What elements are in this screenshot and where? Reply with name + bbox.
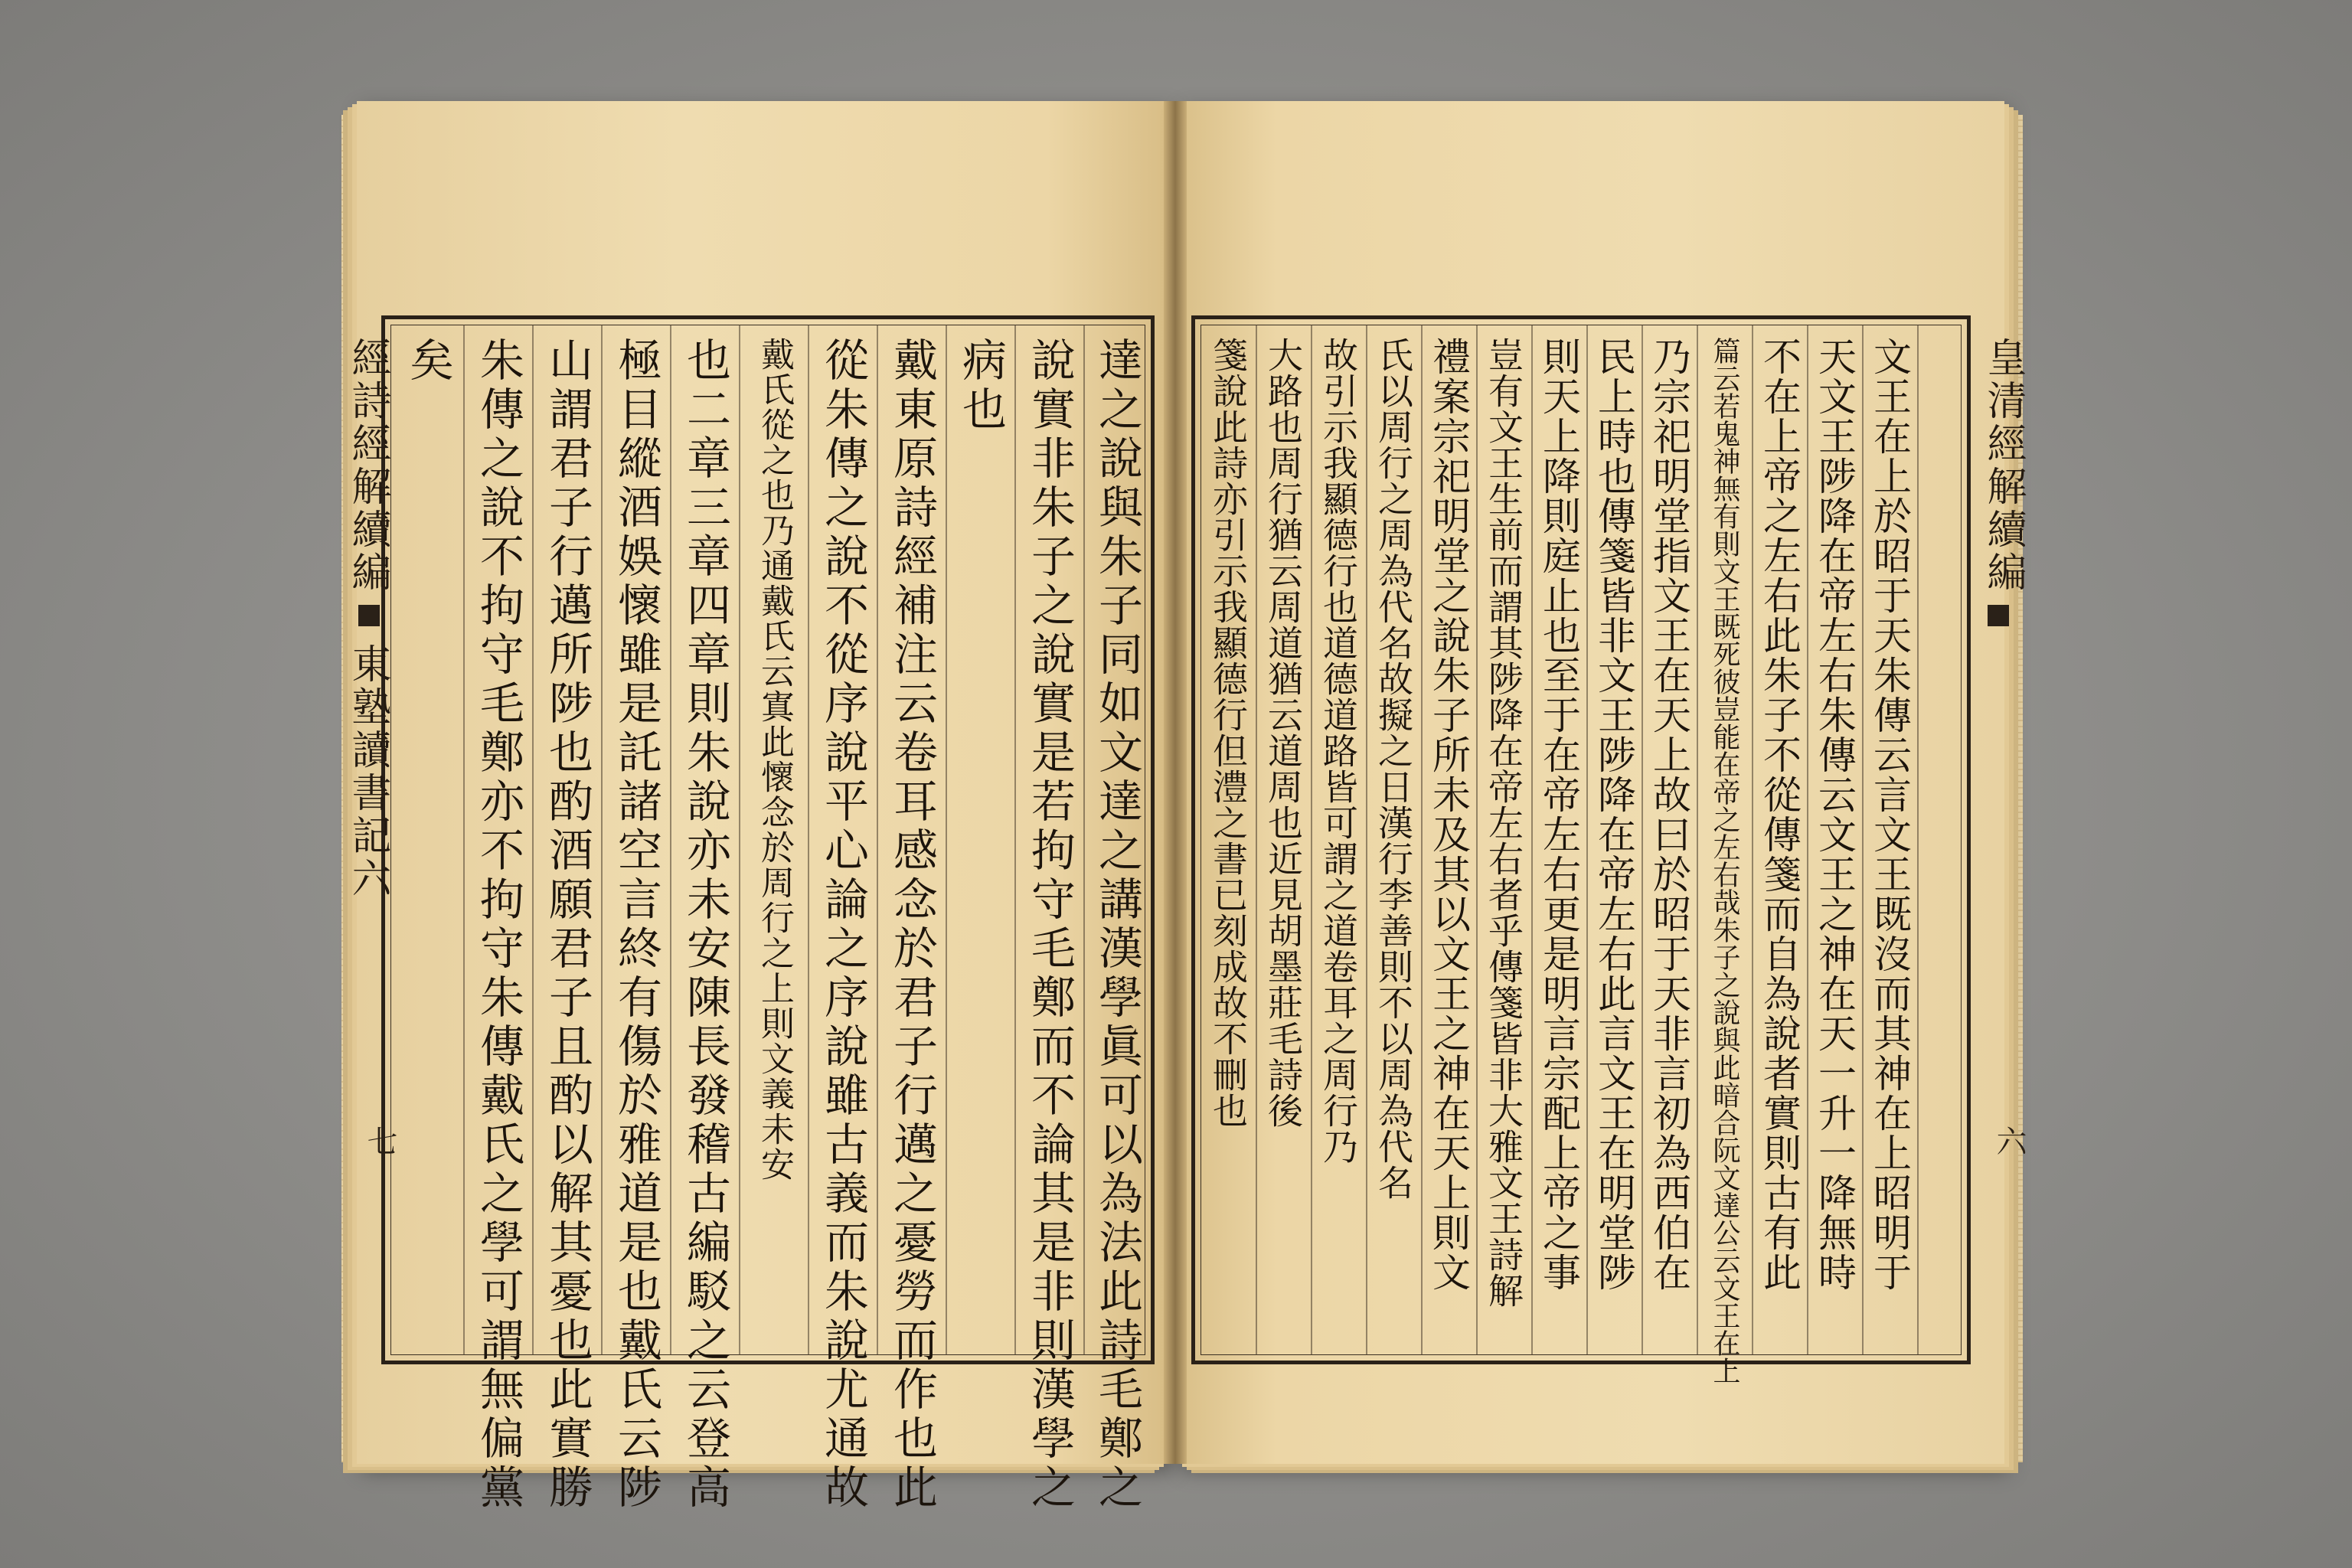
left-margin-title: 經詩經解續編 — [345, 337, 390, 594]
left-column-2: 說實非朱子之說實是若拘守毛鄭而不論其是非則漢學之 — [1024, 337, 1076, 1513]
right-column-3: 不在上帝之左右此朱子不從傳箋而自為說者實則古有此 — [1757, 337, 1802, 1292]
left-column-4: 戴東原詩經補注云卷耳感念於君子行邁之憂勞而作也此 — [886, 337, 938, 1513]
left-column-5: 從朱傳之說不從序說平心論之序說雖古義而朱說尤通故 — [817, 337, 869, 1513]
left-column-10: 朱傳之說不拘守毛鄭亦不拘守朱傳戴氏之學可謂無偏黨 — [472, 337, 524, 1513]
left-column-1: 達之說與朱子同如文達之講漢學眞可以為法此詩毛鄭之 — [1091, 337, 1143, 1513]
left-column-9: 山謂君子行邁所陟也酌酒願君子且酌以解其憂也此實勝 — [541, 337, 593, 1513]
left-fold-mark — [358, 605, 380, 626]
left-column-6: 戴氏從之也乃通戴氏云寘此懷念於周行之上則文義未安 — [755, 337, 794, 1182]
left-column-7: 也二章三章四章則朱說亦未安陳長發稽古編駁之云登高 — [679, 337, 731, 1513]
right-column-12: 大路也周行猶云周道猶云道周也近見胡墨莊毛詩後 — [1263, 337, 1304, 1129]
left-column-3: 病也 — [955, 337, 1007, 435]
right-column-2: 天文王陟降在帝左右朱傳云文王之神在天一升一降無時 — [1812, 337, 1857, 1292]
left-column-11: 矣 — [402, 337, 454, 386]
right-column-11: 故引示我顯德行也道德道路皆可謂之道卷耳之周行乃 — [1318, 337, 1359, 1165]
right-column-1: 文王在上於昭于天朱傳云言文王既沒而其神在上昭明于 — [1867, 337, 1912, 1292]
right-folio: 六 — [1991, 1125, 2027, 1156]
left-folio: 七 — [362, 1125, 397, 1156]
right-page-edge-stack — [2003, 115, 2023, 1462]
right-column-13: 箋說此詩亦引示我顯德行但澧之書已刻成故不刪也 — [1207, 337, 1249, 1129]
right-column-10: 氏以周行之周為代名故擬之日漢行李善則不以周為代名 — [1373, 337, 1414, 1200]
right-column-9: 禮案宗祀明堂之說朱子所未及其以文王之神在天上則文 — [1426, 337, 1471, 1292]
book-gutter — [1164, 101, 1187, 1464]
right-margin-title: 皇清經解續編 — [1980, 337, 2026, 594]
right-column-7: 則天上降則庭止也至于在帝左右更是明言宗配上帝之事 — [1537, 337, 1581, 1292]
right-column-5: 乃宗祀明堂指文王在天上故曰於昭于天非言初為西伯在 — [1647, 337, 1691, 1292]
right-column-4: 篇云若鬼神無有則文王既死彼豈能在帝之左右哉朱子之說與此暗合阮文達公云文王在上 — [1709, 337, 1740, 1384]
right-column-8: 豈有文王生前而謂其陟降在帝左右者乎傳箋皆非大雅文王詩解 — [1483, 337, 1524, 1308]
right-column-6: 民上時也傳箋皆非文王陟降在帝左右此言文王在明堂陟 — [1592, 337, 1636, 1292]
left-margin-subtitle: 東塾讀書記六 — [345, 643, 390, 900]
left-column-8: 極目縱酒娛懷雖是託諸空言終有傷於雅道是也戴氏云陟 — [610, 337, 662, 1513]
right-fold-mark — [1988, 605, 2009, 626]
